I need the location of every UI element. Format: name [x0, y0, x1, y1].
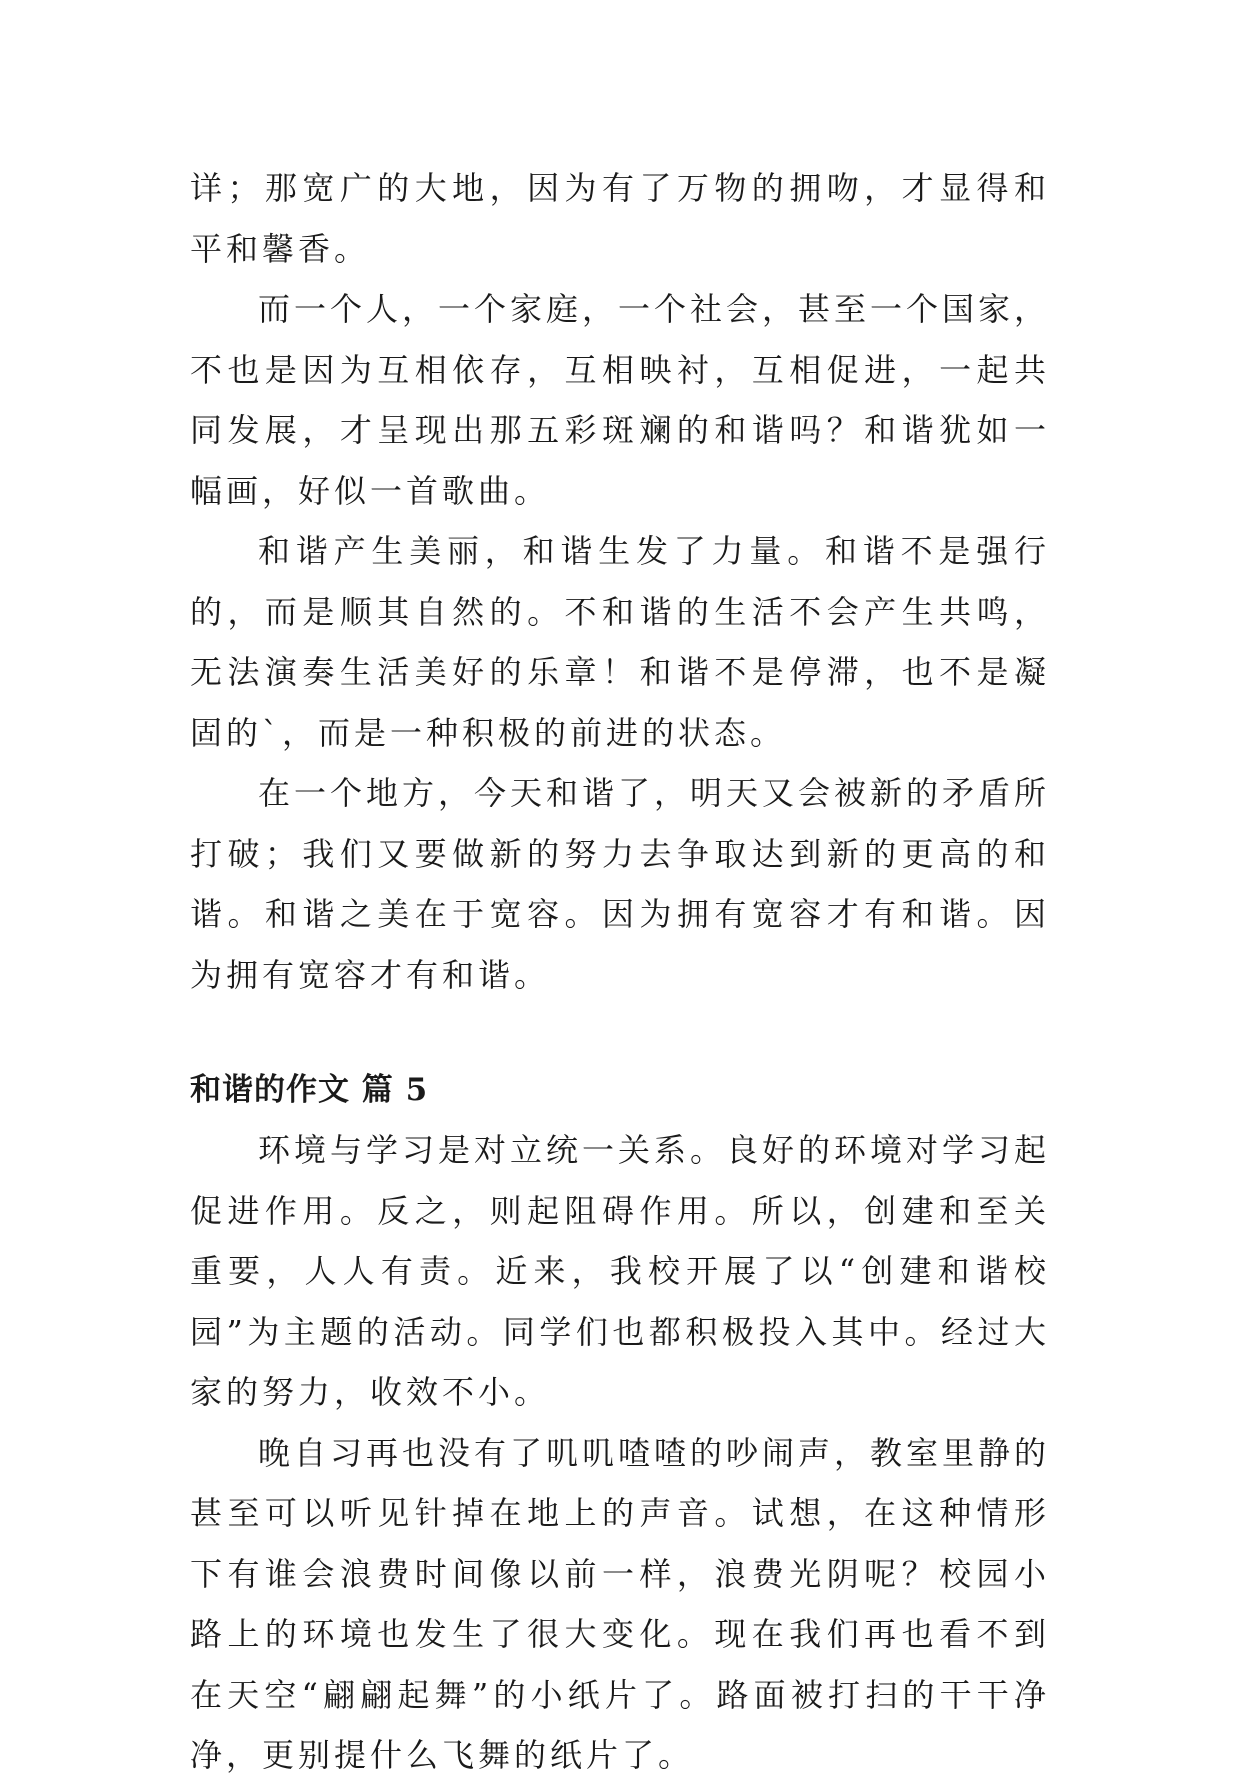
paragraph: 晚自习再也没有了叽叽喳喳的吵闹声，教室里静的甚至可以听见针掉在地上的声音。试想，在这种情形下有谁会浪费时间像以前一样，浪费光阴呢？校园小路上的环境也发生了很大变化。现在我们再也看不到在天空“翩翩起舞”的小纸片了。路面被打扫的干干净净，更别提什么飞舞的纸片了。 — [190, 1433, 1051, 1774]
document-body — [190, 158, 1050, 1786]
paragraph-continuation: 详；那宽广的大地，因为有了万物的拥吻，才显得和平和馨香。 — [190, 169, 1050, 268]
paragraph: 而一个人，一个家庭，一个社会，甚至一个国家，不也是因为互相依存，互相映衬，互相促进，一起共同发展，才呈现出那五彩斑斓的和谐吗？和谐犹如一幅画，好似一首歌曲。 — [190, 290, 1051, 510]
paragraph: 和谐产生美丽，和谐生发了力量。和谐不是强行的，而是顺其自然的。不和谐的生活不会产生共鸣，无法演奏生活美好的乐章！和谐不是停滞，也不是凝固的`，而是一种积极的前进的状态。 — [190, 532, 1050, 752]
paragraph: 在一个地方，今天和谐了，明天又会被新的矛盾所打破；我们又要做新的努力去争取达到新的更高的和谐。和谐之美在于宽容。因为拥有宽容才有和谐。因为拥有宽容才有和谐。 — [190, 774, 1051, 994]
section-heading: 和谐的作文 篇 5 — [190, 1072, 429, 1108]
paragraph: 环境与学习是对立统一关系。良好的环境对学习起促进作用。反之，则起阻碍作用。所以，创建和至关重要，人人有责。近来，我校开展了以“创建和谐校园”为主题的活动。同学们也都积极投入其中。经过大家的努力，收效不小。 — [190, 1131, 1051, 1411]
